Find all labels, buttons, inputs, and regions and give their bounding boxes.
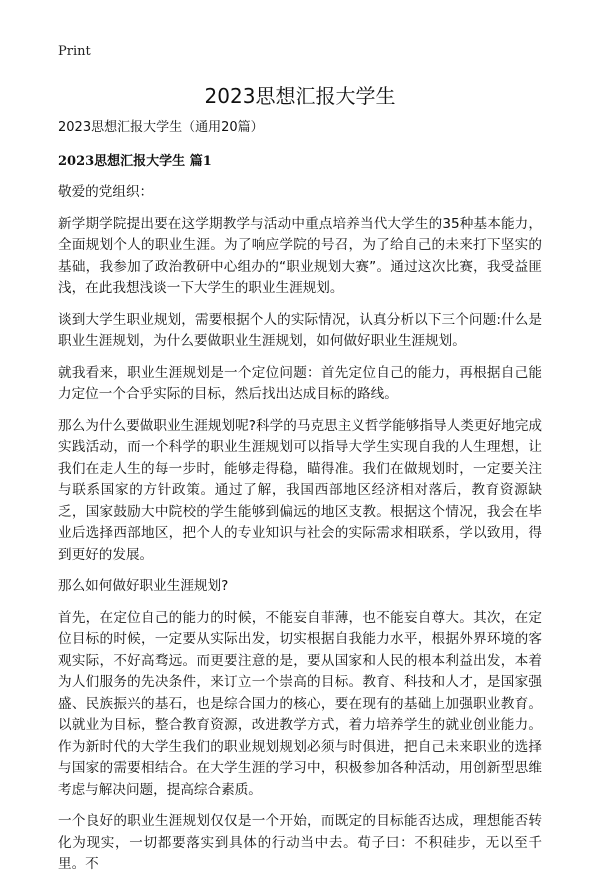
paragraph: 一个良好的职业生涯规划仅仅是一个开始，而既定的目标能否达成，理想能否转化为现实，一切都要落实到具体的行动当中去。荀子曰：不积硅步，无以至千里。不 bbox=[58, 813, 542, 872]
print-link[interactable]: Print bbox=[58, 44, 91, 59]
section-heading: 2023思想汇报大学生 篇1 bbox=[58, 154, 212, 169]
paragraph-salutation: 敬爱的党组织： bbox=[58, 184, 154, 200]
paragraph: 就我看来，职业生涯规划是一个定位问题：首先定位自己的能力，再根据自己能力定位一个合乎实际的目标，然后找出达成目标的路线。 bbox=[58, 364, 542, 402]
page-title: 2023思想汇报大学生 bbox=[204, 84, 396, 108]
paragraph: 那么为什么要做职业生涯规划呢?科学的马克思主义哲学能够指导人类更好地完成实践活动，而一个科学的职业生涯规划可以指导大学生实现自我的人生理想，让我们在走人生的每一步时，能够走得稳，瞄得准。我们在做规划时，一定要关注与联系国家的方针政策。通过了解，我国西部地区经济相对落后，教育资源缺乏，国家鼓励大中院校的学生能够到偏远的地区支教。根据这个情况，我会在毕业后选择西部地区，把个人的专业知识与社会的实际需求相联系，学以致用，得到更好的发展。 bbox=[58, 417, 542, 563]
article-body bbox=[58, 118, 542, 886]
paragraph: 新学期学院提出要在这学期教学与活动中重点培养当代大学生的35种基本能力，全面规划个人的职业生涯。为了响应学院的号召，为了给自己的未来打下坚实的基础，我参加了政治教研中心组办的“职业规划大赛”。通过这次比赛，我受益匪浅，在此我想浅谈一下大学生的职业生涯规划。 bbox=[58, 215, 542, 296]
article-subtitle: 2023思想汇报大学生（通用20篇） bbox=[58, 120, 264, 135]
paragraph: 谈到大学生职业规划，需要根据个人的实际情况，认真分析以下三个问题:什么是职业生涯规划，为什么要做职业生涯规划，如何做好职业生涯规划。 bbox=[58, 311, 542, 349]
paragraph: 那么如何做好职业生涯规划? bbox=[58, 578, 229, 594]
paragraph: 首先，在定位自己的能力的时候，不能妄自菲薄，也不能妄自尊大。其次，在定位目标的时候，一定要从实际出发，切实根据自我能力水平，根据外界环境的客观实际，不好高骛远。而更要注意的是，要从国家和人民的根本利益出发，本着为人们服务的先决条件，来订立一个崇高的目标。教育、科技和人才，是国家强盛、民族振兴的基石，也是综合国力的核心，要在现有的基础上加强职业教育。以就业为目标，整合教育资源，改进教学方式，着力培养学生的就业创业能力。作为新时代的大学生我们的职业规划规划必须与时俱进，把自己未来职业的选择与国家的需要相结合。在大学生涯的学习中，积极参加各种活动，用创新型思维考虑与解决问题，提高综合素质。 bbox=[58, 609, 542, 798]
